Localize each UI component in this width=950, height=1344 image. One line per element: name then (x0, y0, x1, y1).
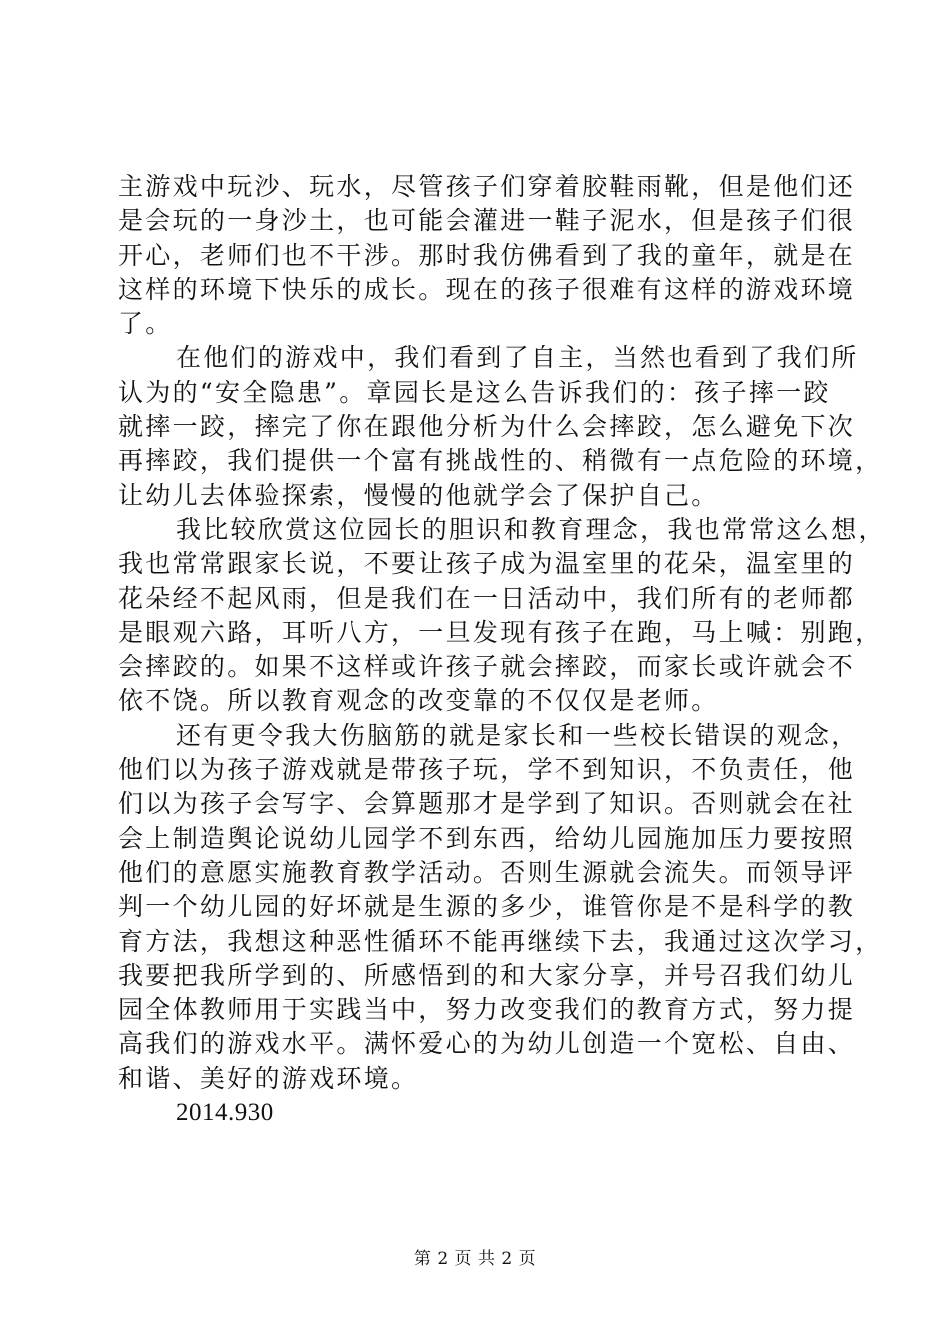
text-line: 判一个幼儿园的好坏就是生源的多少，谁管你是不是科学的教 (118, 892, 856, 922)
text-line: 我比较欣赏这位园长的胆识和教育理念，我也常常这么想， (176, 514, 886, 544)
page-footer: 第 2 页 共 2 页 (413, 1249, 537, 1269)
text-line: 他们以为孩子游戏就是带孩子玩，学不到知识，不负责任，他 (118, 755, 856, 785)
text-line: 育方法，我想这种恶性循环不能再继续下去，我通过这次学习， (118, 926, 883, 956)
text-line: 是眼观六路，耳听八方，一旦发现有孩子在跑，马上喊：别跑， (118, 617, 883, 647)
text-line: 花朵经不起风雨，但是我们在一日活动中，我们所有的老师都 (118, 583, 856, 613)
text-line: 我要把我所学到的、所感悟到的和大家分享，并号召我们幼儿 (118, 960, 856, 990)
text-line: 这样的环境下快乐的成长。现在的孩子很难有这样的游戏环境 (118, 274, 856, 304)
text-line: 和谐、美好的游戏环境。 (118, 1063, 419, 1093)
text-line: 认为的“安全隐患”。章园长是这么告诉我们的：孩子摔一跤 (118, 377, 831, 407)
text-line: 会摔跤的。如果不这样或许孩子就会摔跤，而家长或许就会不 (118, 652, 856, 682)
text-line: 了。 (118, 309, 173, 339)
text-line: 在他们的游戏中，我们看到了自主，当然也看到了我们所 (176, 343, 859, 373)
text-line: 主游戏中玩沙、玩水，尽管孩子们穿着胶鞋雨靴，但是他们还 (118, 172, 856, 201)
text-line: 高我们的游戏水平。满怀爱心的为幼儿创造一个宽松、自由、 (118, 1029, 856, 1059)
text-line: 会上制造舆论说幼儿园学不到东西，给幼儿园施加压力要按照 (118, 823, 856, 853)
text-line: 还有更令我大伤脑筋的就是家长和一些校长错误的观念， (176, 720, 859, 750)
text-line: 我也常常跟家长说，不要让孩子成为温室里的花朵，温室里的 (118, 549, 856, 579)
text-line: 再摔跤，我们提供一个富有挑战性的、稍微有一点危险的环境， (118, 446, 883, 476)
text-line: 依不饶。所以教育观念的改变靠的不仅仅是老师。 (118, 686, 719, 716)
text-line: 开心，老师们也不干涉。那时我仿佛看到了我的童年，就是在 (118, 240, 856, 270)
text-line: 他们的意愿实施教育教学活动。否则生源就会流失。而领导评 (118, 857, 856, 887)
text-line: 们以为孩子会写字、会算题那才是学到了知识。否则就会在社 (118, 789, 856, 819)
text-line: 让幼儿去体验探索，慢慢的他就学会了保护自己。 (118, 480, 719, 510)
document-body (118, 170, 886, 1130)
document-date: 2014.930 (176, 1099, 274, 1127)
text-line: 就摔一跤，摔完了你在跟他分析为什么会摔跤，怎么避免下次 (118, 412, 856, 442)
text-line: 园全体教师用于实践当中，努力改变我们的教育方式，努力提 (118, 995, 856, 1025)
text-line: 是会玩的一身沙土，也可能会灌进一鞋子泥水，但是孩子们很 (118, 206, 856, 236)
